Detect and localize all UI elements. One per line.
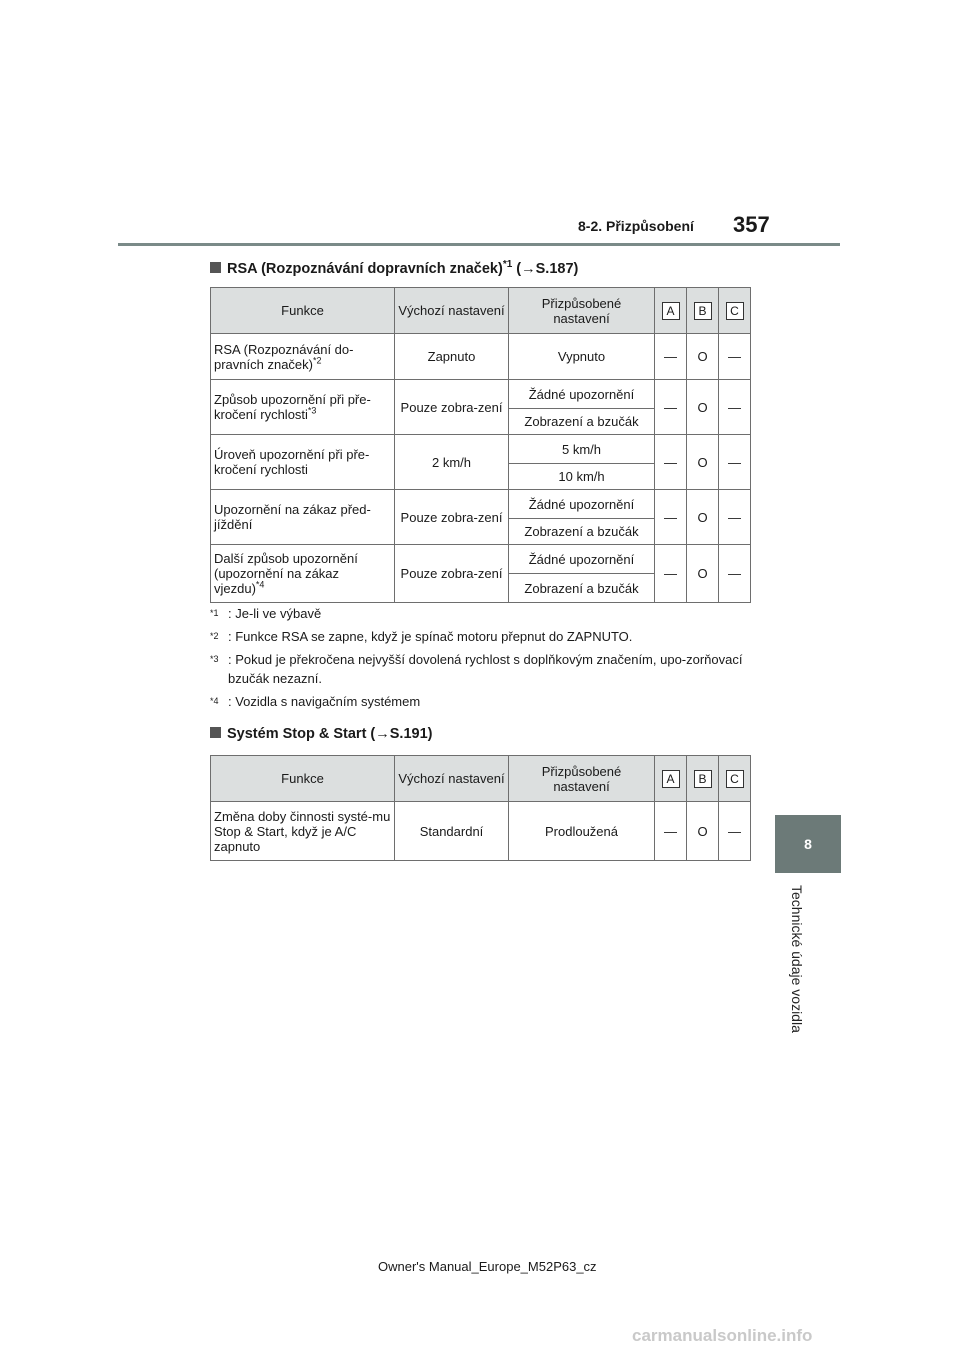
stop-start-settings-table (210, 755, 751, 861)
rsa-heading-ref: (→S.187) (512, 260, 579, 277)
cell-b: O (687, 802, 719, 861)
cell-b: O (687, 334, 719, 380)
custom-cell: 5 km/h (509, 435, 655, 464)
stop-start-heading-ref: (→S.191) (366, 726, 433, 742)
rsa-heading-text: RSA (Rozpoznávání dopravních značek) (227, 260, 503, 277)
cell-b: O (687, 435, 719, 490)
function-cell: Způsob upozornění při pře-kročení rychlosti$^{*3}$ (211, 380, 395, 435)
col-custom: Přizpůsobené nastavení (509, 756, 655, 802)
cell-a: — (655, 490, 687, 545)
default-cell: Pouze zobra-zení (395, 545, 509, 603)
table-header-row (211, 756, 751, 802)
function-cell: Úroveň upozornění při pře-kročení rychlosti (211, 435, 395, 490)
function-cell: RSA (Rozpoznávání do-pravních značek)$^{*2}$ (211, 334, 395, 380)
col-function: Funkce (211, 756, 395, 802)
chapter-label: Technické údaje vozidla (789, 885, 805, 1033)
bullet-square-icon (210, 262, 221, 273)
footnote: *1 : Je-li ve výbavě (210, 606, 322, 621)
rsa-heading-sup: *1 (502, 259, 513, 270)
function-cell: Upozornění na zákaz před-jíždění (211, 490, 395, 545)
custom-cell: Zobrazení a bzučák (509, 409, 655, 435)
custom-cell: Vypnuto (509, 334, 655, 380)
cell-c: — (719, 545, 751, 603)
cell-b: O (687, 545, 719, 603)
stop-start-heading-text: Systém Stop & Start (227, 726, 367, 742)
table-row (211, 380, 751, 409)
default-cell: Pouze zobra-zení (395, 380, 509, 435)
section-title: 8-2. Přizpůsobení (578, 218, 694, 234)
table-row (211, 490, 751, 519)
cell-b: O (687, 490, 719, 545)
cell-c: — (719, 380, 751, 435)
custom-cell: Zobrazení a bzučák (509, 519, 655, 545)
custom-cell: Prodloužená (509, 802, 655, 861)
table-row (211, 802, 751, 861)
chapter-tab: 8 (775, 815, 841, 873)
custom-cell: 10 km/h (509, 464, 655, 490)
custom-cell: Zobrazení a bzučák (509, 574, 655, 603)
footnote: *3 : Pokud je překročena nejvyšší dovolená rychlost s doplňkovým značením, upo-zorňovací bzučák nezazní. (210, 652, 743, 686)
col-default: Výchozí nastavení (395, 288, 509, 334)
cell-a: — (655, 802, 687, 861)
col-a: A (655, 288, 687, 334)
cell-c: — (719, 802, 751, 861)
watermark: carmanualsonline.info (632, 1326, 813, 1345)
custom-cell: Žádné upozornění (509, 380, 655, 409)
table-row (211, 334, 751, 380)
cell-b: O (687, 380, 719, 435)
bullet-square-icon (210, 727, 221, 738)
custom-cell: Žádné upozornění (509, 490, 655, 519)
cell-a: — (655, 334, 687, 380)
page-number: 357 (733, 212, 770, 237)
footnotes (210, 604, 750, 715)
col-c: C (719, 288, 751, 334)
table-row (211, 545, 751, 574)
function-cell: Další způsob upozornění (upozornění na zákaz vjezdu)$^{*4}$ (211, 545, 395, 603)
default-cell: Pouze zobra-zení (395, 490, 509, 545)
footer-text: Owner's Manual_Europe_M52P63_cz (378, 1259, 597, 1274)
col-custom: Přizpůsobené nastavení (509, 288, 655, 334)
table-row (211, 435, 751, 464)
cell-a: — (655, 435, 687, 490)
cell-a: — (655, 545, 687, 603)
cell-a: — (655, 380, 687, 435)
col-function: Funkce (211, 288, 395, 334)
cell-c: — (719, 334, 751, 380)
stop-start-heading (210, 726, 433, 742)
cell-c: — (719, 490, 751, 545)
footnote: *2 : Funkce RSA se zapne, když je spínač motoru přepnut do ZAPNUTO. (210, 629, 633, 644)
default-cell: 2 km/h (395, 435, 509, 490)
header-rule (118, 243, 840, 246)
rsa-heading (210, 259, 578, 277)
custom-cell: Žádné upozornění (509, 545, 655, 574)
col-b: B (687, 288, 719, 334)
footnote: *4 : Vozidla s navigačním systémem (210, 694, 421, 709)
default-cell: Standardní (395, 802, 509, 861)
function-cell: Změna doby činnosti systé-mu Stop & Start, když je A/C zapnuto (211, 802, 395, 861)
col-a: A (655, 756, 687, 802)
table-header-row (211, 288, 751, 334)
col-b: B (687, 756, 719, 802)
col-default: Výchozí nastavení (395, 756, 509, 802)
cell-c: — (719, 435, 751, 490)
default-cell: Zapnuto (395, 334, 509, 380)
rsa-settings-table (210, 287, 751, 603)
col-c: C (719, 756, 751, 802)
